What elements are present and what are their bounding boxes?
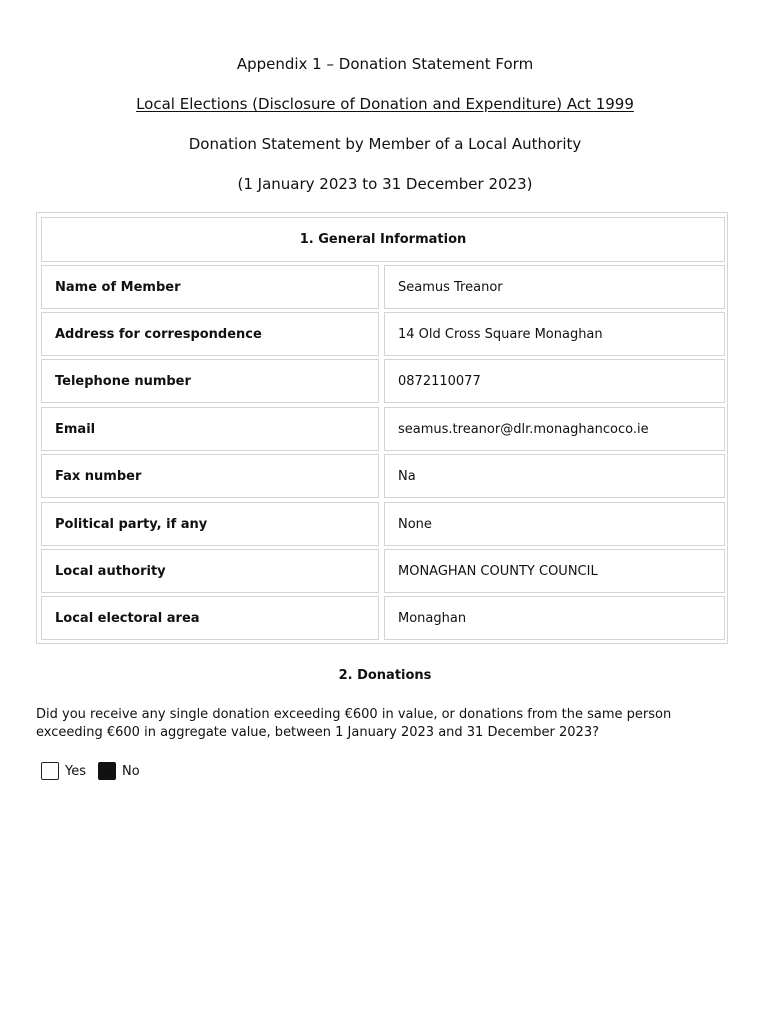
local-authority-value: MONAGHAN COUNTY COUNCIL [384, 549, 725, 593]
donations-heading: 2. Donations [338, 668, 432, 683]
row-label-telephone: Telephone number [41, 359, 379, 403]
email-value: seamus.treanor@dlr.monaghancoco.ie [384, 407, 725, 451]
act-title [0, 94, 770, 114]
row-label-electoral-area: Local electoral area [41, 596, 379, 640]
member-name-value: Seamus Treanor [384, 265, 725, 309]
period-title: (1 January 2023 to 31 December 2023) [237, 175, 533, 193]
general-information-table [36, 212, 728, 644]
row-label-email: Email [41, 407, 379, 451]
row-label-fax: Fax number [41, 454, 379, 498]
address-value: 14 Old Cross Square Monaghan [384, 312, 725, 356]
form-title: Appendix 1 – Donation Statement Form [236, 55, 534, 73]
row-label-address: Address for correspondence [41, 312, 379, 356]
statement-title: Donation Statement by Member of a Local Authority [188, 135, 582, 153]
no-label: No [122, 763, 140, 779]
donation-question: Did you receive any single donation exceeding €600 in value, or donations from the same person exceeding €600 in aggregate value, between 1 January 2023 and 31 December 2023? [36, 707, 672, 740]
no-checkbox[interactable] [98, 762, 116, 780]
telephone-value: 0872110077 [384, 359, 725, 403]
electoral-area-value: Monaghan [384, 596, 725, 640]
row-label-party: Political party, if any [41, 502, 379, 546]
general-information-heading: 1. General Information [41, 217, 725, 262]
donation-answer-group [41, 761, 152, 781]
act-title-text: Local Elections (Disclosure of Donation and Expenditure) Act 1999 [136, 95, 634, 113]
row-label-name: Name of Member [41, 265, 379, 309]
row-label-local-authority: Local authority [41, 549, 379, 593]
fax-value: Na [384, 454, 725, 498]
yes-label: Yes [65, 763, 86, 779]
party-value: None [384, 502, 725, 546]
yes-checkbox[interactable] [41, 762, 59, 780]
